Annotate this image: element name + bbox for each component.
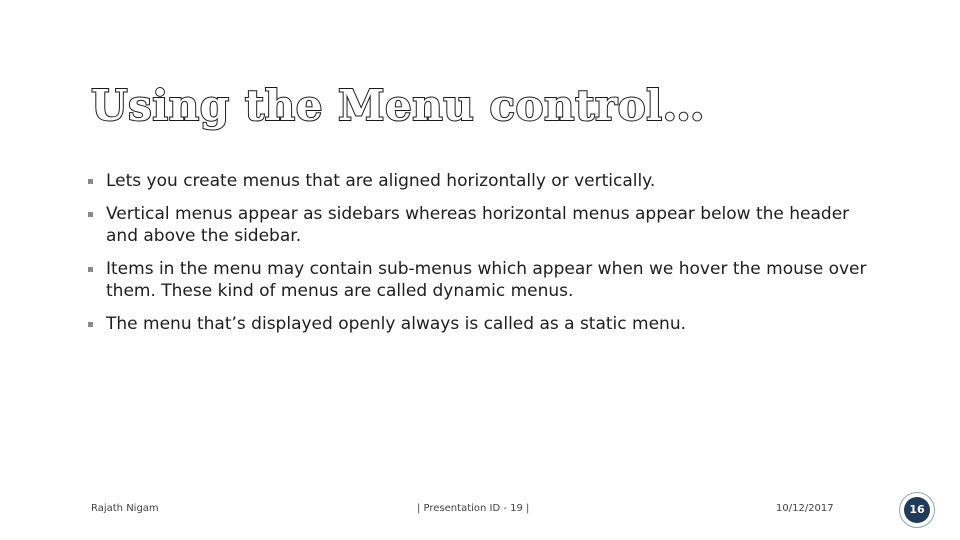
- bullet-item: [88, 258, 868, 302]
- slide-title: Using the Menu control…: [91, 81, 706, 130]
- bullet-text: Items in the menu may contain sub-menus which appear when we hover the mouse over them. These kind of menus are called dynamic menus.: [106, 259, 867, 301]
- square-bullet-icon: [88, 179, 93, 184]
- bullet-text: Vertical menus appear as sidebars whereas horizontal menus appear below the header and above the sidebar.: [106, 204, 850, 246]
- square-bullet-icon: [88, 212, 93, 217]
- square-bullet-icon: [88, 322, 93, 327]
- bullet-list: [88, 170, 868, 346]
- bullet-item: [88, 170, 868, 192]
- footer-date: 10/12/2017: [776, 503, 834, 514]
- bullet-text: The menu that’s displayed openly always is called as a static menu.: [106, 314, 686, 334]
- page-number: 16: [904, 497, 930, 523]
- bullet-text: Lets you create menus that are aligned horizontally or vertically.: [106, 171, 656, 191]
- footer-presentation-id: | Presentation ID - 19 |: [417, 503, 530, 514]
- footer-author: Rajath Nigam: [91, 503, 159, 514]
- square-bullet-icon: [88, 267, 93, 272]
- page-number-badge: [899, 492, 935, 528]
- bullet-item: [88, 203, 868, 247]
- bullet-item: [88, 313, 868, 335]
